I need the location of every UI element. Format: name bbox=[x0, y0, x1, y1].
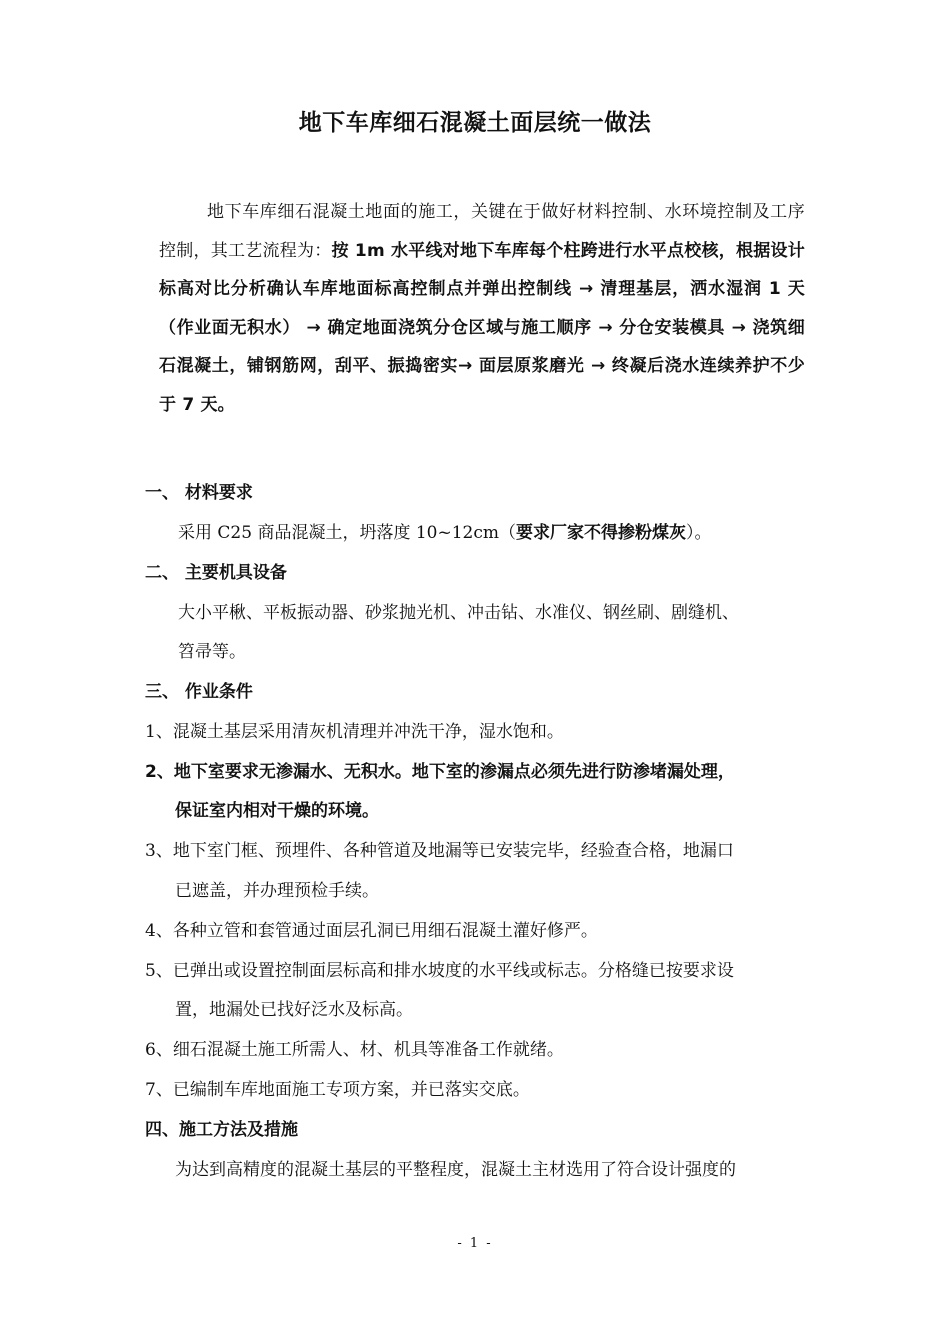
section-2-heading: 二、 主要机具设备 bbox=[145, 563, 287, 583]
section-1-text bbox=[178, 518, 712, 543]
condition-item-4: 4、各种立管和套管通过面层孔洞已用细石混凝土灌好修严。 bbox=[145, 921, 598, 941]
section-4-heading: 四、施工方法及措施 bbox=[145, 1120, 298, 1140]
material-bold-note: 要求厂家不得掺粉煤灰 bbox=[516, 523, 686, 543]
condition-item-1: 1、混凝土基层采用清灰机清理并冲洗干净，湿水饱和。 bbox=[145, 722, 564, 742]
process-flow: 按 1m 水平线对地下车库每个柱跨进行水平点校核，根据设计标高对比分析确认车库地面标高控制点并弹出控制线 → 清理基层，洒水湿润 1 天（作业面无积水） → 确定地面浇筑分仓区域与施工顺序 → 分仓安装模具 → 浇筑细石混凝土，铺钢筋网，刮平、振捣密实→ 面层原浆磨光 → 终凝后浇水连续养护不少于 7 天。 bbox=[159, 240, 806, 415]
section-1-heading: 一、 材料要求 bbox=[145, 483, 253, 503]
equipment-line-1: 大小平楸、平板振动器、砂浆抛光机、冲击钻、水准仪、钢丝刷、剧缝机、 bbox=[178, 603, 739, 623]
method-text: 为达到高精度的混凝土基层的平整程度，混凝土主材选用了符合设计强度的 bbox=[175, 1160, 736, 1180]
condition-item-3-cont: 已遮盖，并办理预检手续。 bbox=[175, 881, 379, 901]
page-number: - 1 - bbox=[457, 1236, 493, 1251]
document-title: 地下车库细石混凝土面层统一做法 bbox=[298, 110, 652, 136]
equipment-line-2: 笤帚等。 bbox=[178, 642, 246, 662]
intro-lead: 地下车库细石混凝土地面的施工，关键在于做好材料控制、水环境控制及工序控制，其工艺流程为： bbox=[159, 202, 805, 261]
material-text: 采用 C25 商品混凝土，坍落度 10~12cm（ bbox=[178, 523, 516, 543]
condition-item-5: 5、已弹出或设置控制面层标高和排水坡度的水平线或标志。分格缝已按要求设 bbox=[145, 961, 734, 981]
condition-item-5-cont: 置，地漏处已找好泛水及标高。 bbox=[175, 1000, 413, 1020]
condition-item-2-cont: 保证室内相对干燥的环境。 bbox=[175, 801, 379, 821]
condition-item-2: 2、地下室要求无渗漏水、无积水。地下室的渗漏点必须先进行防渗堵漏处理， bbox=[145, 762, 735, 782]
condition-item-3: 3、地下室门框、预埋件、各种管道及地漏等已安装完毕，经验查合格，地漏口 bbox=[145, 841, 734, 861]
material-tail: ）。 bbox=[686, 523, 712, 543]
condition-item-6: 6、细石混凝土施工所需人、材、机具等准备工作就绪。 bbox=[145, 1040, 564, 1060]
condition-item-7: 7、已编制车库地面施工专项方案，并已落实交底。 bbox=[145, 1080, 530, 1100]
intro-paragraph bbox=[159, 193, 805, 425]
section-3-heading: 三、 作业条件 bbox=[145, 682, 253, 702]
